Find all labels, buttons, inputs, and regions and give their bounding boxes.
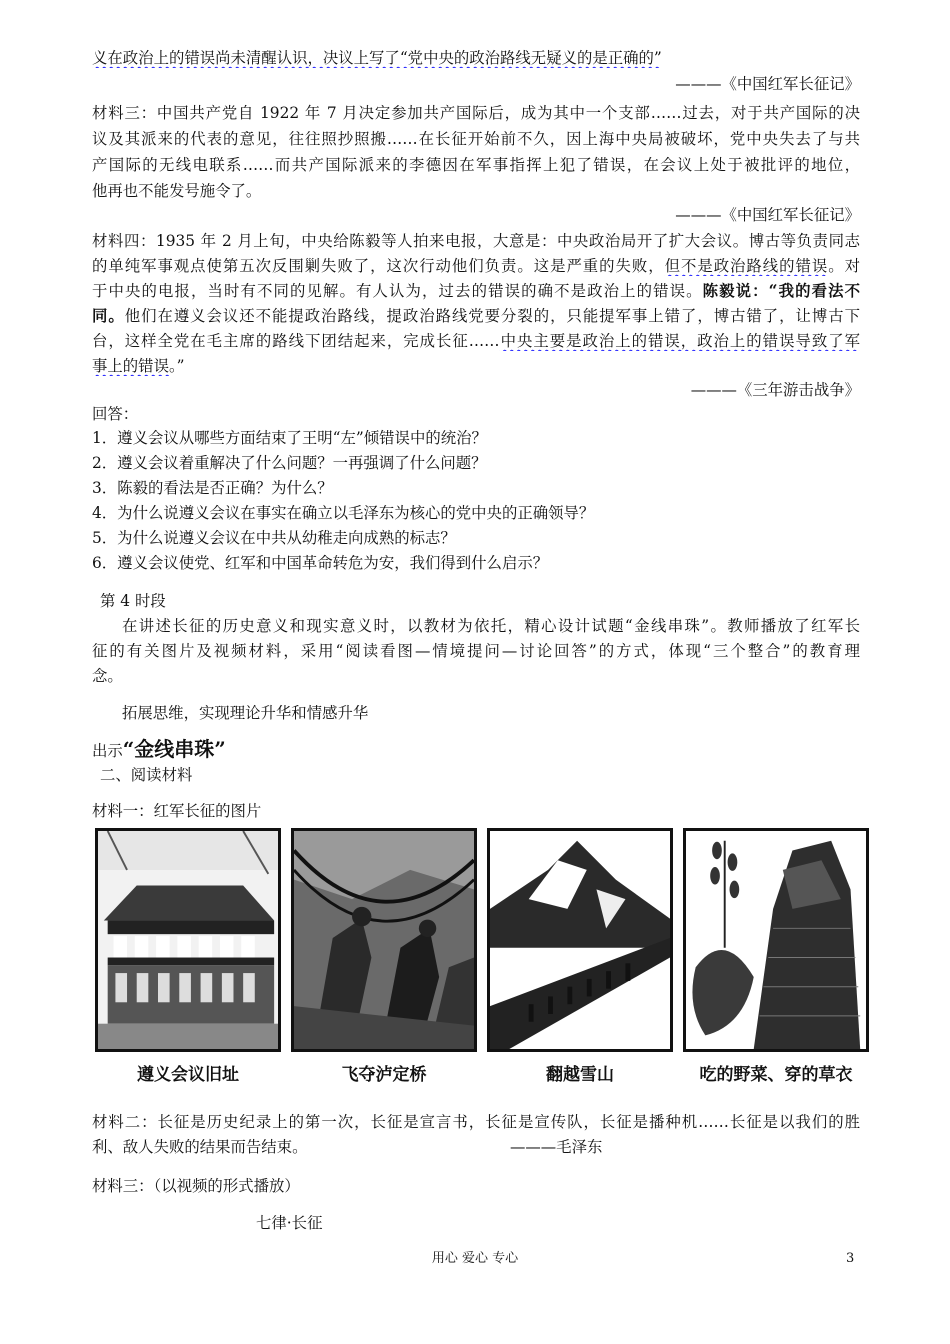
material4-line-5-a: 台，这样全党在毛主席的路线下团结起来，完成长征…… bbox=[92, 332, 500, 350]
material4-line-2-emph: 但不是政治路线的错误 bbox=[664, 257, 829, 275]
material3-line-1: 材料三：中国共产党自 1922 年 7 月决定参加共产国际后，成为其中一个支部……过去，对于共产国际的决 bbox=[92, 104, 860, 122]
showcase-material2-line-2: 利、敌人失败的结果而告结束。 bbox=[92, 1138, 308, 1156]
question-4: 4．为什么说遵义会议在事实在确立以毛泽东为核心的党中央的正确领导？ bbox=[92, 504, 595, 522]
material4-line-2-c: 。对 bbox=[828, 257, 860, 275]
material2-continuation-text: 义在政治上的错误尚未清醒认识，决议上写了“党中央的政治路线无疑义的是正确的” bbox=[92, 49, 662, 67]
showcase-prefix: 出示 bbox=[92, 742, 123, 760]
material3-line-3: 产国际的无线电联系……而共产国际派来的李德因在军事指挥上犯了错误，在会议上处于被批评的地位， bbox=[92, 156, 860, 174]
section-heading: 二、阅读材料 bbox=[100, 766, 193, 784]
material4-line-1: 材料四：1935 年 2 月上旬，中央给陈毅等人拍来电报，大意是：中央政治局开了扩大会议。博古等负责同志 bbox=[92, 232, 860, 250]
material4-line-5 bbox=[92, 331, 860, 351]
snow-mountain-image bbox=[490, 831, 670, 1049]
material1-label: 材料一：红军长征的图片 bbox=[92, 802, 262, 820]
photo-caption-4: 吃的野菜、穿的草衣 bbox=[699, 1065, 853, 1085]
photo-caption-3: 翻越雪山 bbox=[546, 1065, 614, 1085]
showcase-title-row bbox=[92, 737, 226, 763]
material4-line-4 bbox=[92, 306, 860, 326]
material2-source: ———《中国红军长征记》 bbox=[675, 75, 860, 93]
footer-slogan: 用心 爱心 专心 bbox=[431, 1251, 519, 1266]
material4-line-6-b: 。” bbox=[168, 357, 185, 375]
period4-heading: 第 4 时段 bbox=[100, 592, 166, 610]
material4-line-4-bold: 同。 bbox=[92, 307, 125, 325]
photo-wild-vegetables bbox=[683, 828, 869, 1052]
photo-caption-1: 遵义会议旧址 bbox=[137, 1065, 239, 1085]
material3-source: ———《中国红军长征记》 bbox=[675, 206, 860, 224]
page-number: 3 bbox=[846, 1251, 855, 1266]
material3-line-4: 他再也不能发号施令了。 bbox=[92, 182, 262, 200]
photo-zunyi-site bbox=[95, 828, 281, 1052]
question-2: 2．遵义会议着重解决了什么问题？一再强调了什么问题？ bbox=[92, 454, 487, 472]
period4-para-line-1: 在讲述长征的历史意义和现实意义时，以教材为依托，精心设计试题“金线串珠”。教师播放了红军长 bbox=[122, 617, 860, 635]
period4-para-line-2: 征的有关图片及视频材料，采用“阅读看图—情境提问—讨论回答”的方式，体现“三个整合”的教育理 bbox=[92, 642, 860, 660]
period4-para-line-3: 念。 bbox=[92, 667, 123, 685]
material4-line-2-a: 的单纯军事观点使第五次反围剿失败了，这次行动他们负责。这是严重的失败， bbox=[92, 257, 665, 275]
material4-line-3 bbox=[92, 281, 860, 301]
showcase-material2-source: ———毛泽东 bbox=[510, 1138, 603, 1156]
photo-strip bbox=[95, 828, 875, 1058]
bridge-battle-image bbox=[294, 831, 474, 1049]
material4-source: ———《三年游击战争》 bbox=[690, 381, 860, 399]
showcase-title: “金线串珠” bbox=[122, 737, 226, 761]
material2-continuation bbox=[92, 48, 860, 68]
showcase-material2-line-1: 材料二：长征是历史纪录上的第一次，长征是宣言书，长征是宣传队，长征是播种机……长征是以我们的胜 bbox=[92, 1113, 860, 1131]
wild-vegetables-straw-coat-image bbox=[686, 831, 866, 1049]
questions-intro: 回答： bbox=[92, 405, 139, 423]
material4-line-3-a: 于中央的电报，当时有不同的见解。有人认为，过去的错误的确不是政治上的错误。 bbox=[92, 282, 703, 300]
material4-line-3-bold: 陈毅说：“我的看法不 bbox=[702, 282, 860, 300]
material4-line-6 bbox=[92, 356, 860, 376]
material3-line-2: 议及其派来的代表的意见，往往照抄照搬……在长征开始前不久，因上海中央局被破坏，党中央失去了与共 bbox=[92, 130, 860, 148]
period4-expand: 拓展思维，实现理论升华和情感升华 bbox=[122, 704, 369, 722]
poem-title: 七律·长征 bbox=[256, 1214, 323, 1232]
material4-line-4-b: 他们在遵义会议还不能提政治路线，提政治路线党要分裂的，只能提军事上错了，博古错了，让博古下 bbox=[124, 307, 860, 325]
question-1: 1．遵义会议从哪些方面结束了王明“左”倾错误中的统治？ bbox=[92, 429, 487, 447]
photo-snow-mountain bbox=[487, 828, 673, 1052]
building-image bbox=[98, 831, 278, 1049]
photo-caption-2: 飞夺泸定桥 bbox=[341, 1065, 427, 1085]
question-6: 6．遵义会议使党、红军和中国革命转危为安，我们得到什么启示？ bbox=[92, 554, 549, 572]
photo-luding-bridge bbox=[291, 828, 477, 1052]
material4-line-2 bbox=[92, 256, 860, 276]
question-3: 3．陈毅的看法是否正确？为什么？ bbox=[92, 479, 333, 497]
material4-line-6-emph: 事上的错误 bbox=[92, 357, 169, 375]
material4-line-5-emph: 中央主要是政治上的错误，政治上的错误导致了军 bbox=[499, 332, 860, 350]
question-5: 5．为什么说遵义会议在中共从幼稚走向成熟的标志？ bbox=[92, 529, 456, 547]
showcase-material3-label: 材料三：（以视频的形式播放） bbox=[92, 1177, 300, 1195]
